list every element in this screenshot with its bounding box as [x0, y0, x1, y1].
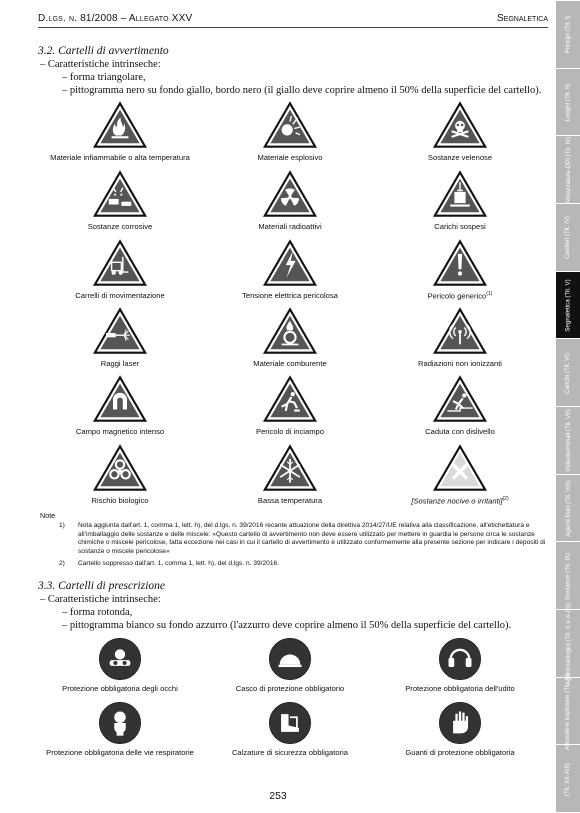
safety-boots-icon	[210, 700, 370, 744]
warning-sign-caption	[210, 359, 370, 368]
sidebar-tab-1[interactable]	[556, 68, 580, 137]
warning-sign-caption	[380, 291, 540, 301]
warning-line-2: – forma triangolare,	[62, 72, 146, 83]
warning-sign-caption	[210, 496, 370, 505]
caption-text: Pericolo di inciampo	[256, 427, 324, 436]
warning-sign-caption	[380, 427, 540, 436]
gloves-icon	[380, 700, 540, 744]
warning-sign-explosion	[210, 100, 370, 162]
caption-text: Carrelli di movimentazione	[75, 291, 165, 300]
trip-icon	[210, 374, 370, 424]
warning-sign-magnet	[40, 374, 200, 436]
warning-sign-biohazard	[40, 443, 200, 505]
warning-sign-caption	[40, 222, 200, 231]
sidebar-tab-label: Agenti fisici (Tit. VIII)	[564, 480, 572, 537]
prescription-sign-safety-boots	[210, 700, 370, 757]
warning-sign-laser	[40, 306, 200, 368]
sidebar-tab-6[interactable]	[556, 406, 580, 475]
warning-sign-fall	[380, 374, 540, 436]
prescription-sign-gloves	[380, 700, 540, 757]
prescription-sign-respirator	[40, 700, 200, 757]
non-ionizing-icon	[380, 306, 540, 356]
sidebar-tab-8[interactable]	[556, 541, 580, 610]
notes-heading: Note	[40, 511, 56, 520]
warning-sign-flame	[40, 100, 200, 162]
snowflake-icon	[210, 443, 370, 493]
header-right: Segnaletica	[496, 13, 548, 24]
sidebar-tab-label: Attrezzature-DPI (Tit. III)	[564, 136, 572, 204]
running-header	[38, 11, 548, 28]
sidebar-tab-label: Atmosfere esplosive (Tit. XI)	[564, 672, 572, 751]
explosion-icon	[210, 100, 370, 150]
sidebar-tab-label: Principi (Tit. I)	[564, 15, 572, 54]
prescription-sign-helmet	[210, 636, 370, 693]
warning-sign-caption	[210, 427, 370, 436]
warning-sign-caption	[210, 153, 370, 162]
warning-sign-trip	[210, 374, 370, 436]
ear-protection-icon	[380, 636, 540, 680]
sidebar-tab-3[interactable]	[556, 203, 580, 272]
prescription-sign-caption: Casco di protezione obbligatorio	[235, 684, 345, 693]
sidebar-tab-label: Agenti biologici (Tit. X e X-bis)	[564, 602, 572, 686]
prescription-line-2: – forma rotonda,	[62, 607, 133, 618]
prescription-sign-caption: Protezione obbligatoria dell'udito	[405, 684, 515, 693]
sidebar-tab-label: Sostanze (Tit. IX)	[564, 552, 572, 600]
laser-icon	[40, 306, 200, 356]
warning-sign-caption	[210, 222, 370, 231]
note-2	[40, 560, 548, 568]
sidebar-tab-4[interactable]	[556, 271, 580, 340]
lightning-icon	[210, 238, 370, 288]
chapter-sidebar	[556, 0, 580, 812]
caption-text: Tensione elettrica pericolosa	[242, 291, 338, 300]
caption-text: Materiale esplosivo	[257, 153, 323, 162]
prescription-sign-caption: Protezione obbligatoria degli occhi	[62, 684, 178, 693]
warning-sign-caption	[380, 496, 540, 506]
prescription-sign-caption: Protezione obbligatoria delle vie respiratorie	[46, 748, 194, 757]
warning-sign-caption	[380, 222, 540, 231]
respirator-icon	[40, 700, 200, 744]
forklift-icon	[40, 238, 200, 288]
magnet-icon	[40, 374, 200, 424]
warning-sign-corrosive	[40, 169, 200, 231]
warning-sign-caption	[380, 153, 540, 162]
warning-sign-caption	[40, 153, 200, 162]
caption-text: Sostanze velenose	[427, 153, 493, 162]
warning-sign-oxidizer	[210, 306, 370, 368]
biohazard-icon	[40, 443, 200, 493]
warning-sign-caption	[40, 291, 200, 300]
skull-icon	[380, 100, 540, 150]
caption-text: Pericolo generico	[427, 291, 487, 301]
warning-sign-skull	[380, 100, 540, 162]
warning-sign-caption	[380, 359, 540, 368]
notes	[40, 512, 548, 568]
caption-text: Materiali radioattivi	[258, 222, 322, 231]
warning-sign-suspended-load	[380, 169, 540, 231]
caption-text: Radiazioni non ionizzanti	[417, 359, 502, 368]
radiation-icon	[210, 169, 370, 219]
warning-sign-forklift	[40, 238, 200, 300]
caption-text: Materiale comburente	[253, 359, 327, 368]
warning-sign-non-ionizing	[380, 306, 540, 368]
sidebar-tab-label: Segnaletica (Tit. V)	[564, 279, 572, 332]
warning-sign-snowflake	[210, 443, 370, 505]
oxidizer-icon	[210, 306, 370, 356]
warning-sign-caption	[40, 496, 200, 505]
prescription-sign-caption: Guanti di protezione obbligatoria	[405, 748, 515, 757]
caption-text: Materiale infiammabile o alta temperatura	[50, 153, 190, 162]
sidebar-tab-10[interactable]	[556, 672, 580, 751]
fall-icon	[380, 374, 540, 424]
cross-icon	[380, 443, 540, 493]
warning-sign-lightning	[210, 238, 370, 300]
suspended-load-icon	[380, 169, 540, 219]
helmet-icon	[210, 636, 370, 680]
caption-text: [Sostanze nocive o irritanti]	[411, 496, 503, 506]
sidebar-tab-label: Videoterminali (Tit. VII)	[564, 409, 572, 473]
warning-sign-radiation	[210, 169, 370, 231]
warning-sign-caption	[40, 359, 200, 368]
sidebar-tab-11[interactable]	[556, 744, 580, 813]
caption-text: Caduta con dislivello	[425, 427, 495, 436]
caption-text: Bassa temperatura	[257, 496, 323, 505]
warning-sign-exclamation	[380, 238, 540, 301]
sidebar-tab-5[interactable]	[556, 338, 580, 407]
prescription-sign-goggles	[40, 636, 200, 693]
warning-sign-cross	[380, 443, 540, 506]
caption-text: Raggi laser	[100, 359, 140, 368]
prescription-sign-ear-protection	[380, 636, 540, 693]
warning-line-1: – Caratteristiche intrinseche:	[40, 59, 161, 70]
page-number: 253	[269, 790, 287, 802]
caption-text: Campo magnetico intenso	[75, 427, 165, 436]
warning-line-3: – pittogramma nero su fondo giallo, bordo nero (il giallo deve coprire almeno il 50% della superficie del cartello).	[62, 85, 542, 96]
sidebar-tab-label: (Tit. XII-XIII)	[564, 762, 572, 796]
exclamation-icon	[380, 238, 540, 288]
note-1	[40, 522, 548, 556]
prescription-sign-caption: Calzature di sicurezza obbligatoria	[231, 748, 349, 757]
goggles-icon	[40, 636, 200, 680]
caption-text: Carichi sospesi	[434, 222, 486, 231]
header-left: D.lgs. n. 81/2008 – Allegato XXV	[38, 13, 193, 24]
prescription-section-title: 3.3. Cartelli di prescrizione	[38, 580, 166, 592]
corrosive-icon	[40, 169, 200, 219]
sidebar-tab-7[interactable]	[556, 474, 580, 543]
note-1-number: 1)	[59, 522, 65, 530]
sidebar-tab-2[interactable]	[556, 135, 580, 204]
flame-icon	[40, 100, 200, 150]
warning-sign-caption	[40, 427, 200, 436]
sidebar-tab-label: Cantieri (Tit. IV)	[564, 216, 572, 260]
warning-sign-caption	[210, 291, 370, 300]
sidebar-tab-label: Luoghi (Tit. II)	[564, 83, 572, 122]
sidebar-tab-label: Carichi (Tit. VI)	[564, 352, 572, 394]
note-2-number: 2)	[59, 560, 65, 568]
warning-section-title: 3.2. Cartelli di avvertimento	[38, 45, 169, 57]
footnote-ref: (2)	[502, 496, 509, 502]
caption-text: Rischio biologico	[91, 496, 149, 505]
sidebar-tab-0[interactable]	[556, 0, 580, 69]
footnote-ref: (1)	[486, 291, 493, 297]
caption-text: Sostanze corrosive	[87, 222, 153, 231]
prescription-line-1: – Caratteristiche intrinseche:	[40, 594, 161, 605]
sidebar-tab-9[interactable]	[556, 602, 580, 686]
note-1-text: Nota aggiunta dall'art. 1, comma 1, lett. h), del d.lgs. n. 39/2016 recante attuazione della direttiva 2014/27/UE relativa alla classificazione, all'etichettatura e all'imballaggio delle sostanze e delle miscele: «Questo cartello di avvertimento non deve essere utilizzato per mettere in guardia le persone circa le sostanze chimiche o miscele pericolose, fatta eccezione nei casi in cui il cartello di avvertimento è utilizzato conformemente alla presente sezione per indicare i depositi di sostanze o miscele pericolose»	[78, 522, 546, 555]
note-2-text: Cartello soppresso dall'art. 1, comma 1, lett. h), del d.lgs. n. 39/2016.	[78, 560, 280, 568]
prescription-line-3: – pittogramma bianco su fondo azzurro (l'azzurro deve coprire almeno il 50% della superficie del cartello).	[62, 620, 512, 631]
